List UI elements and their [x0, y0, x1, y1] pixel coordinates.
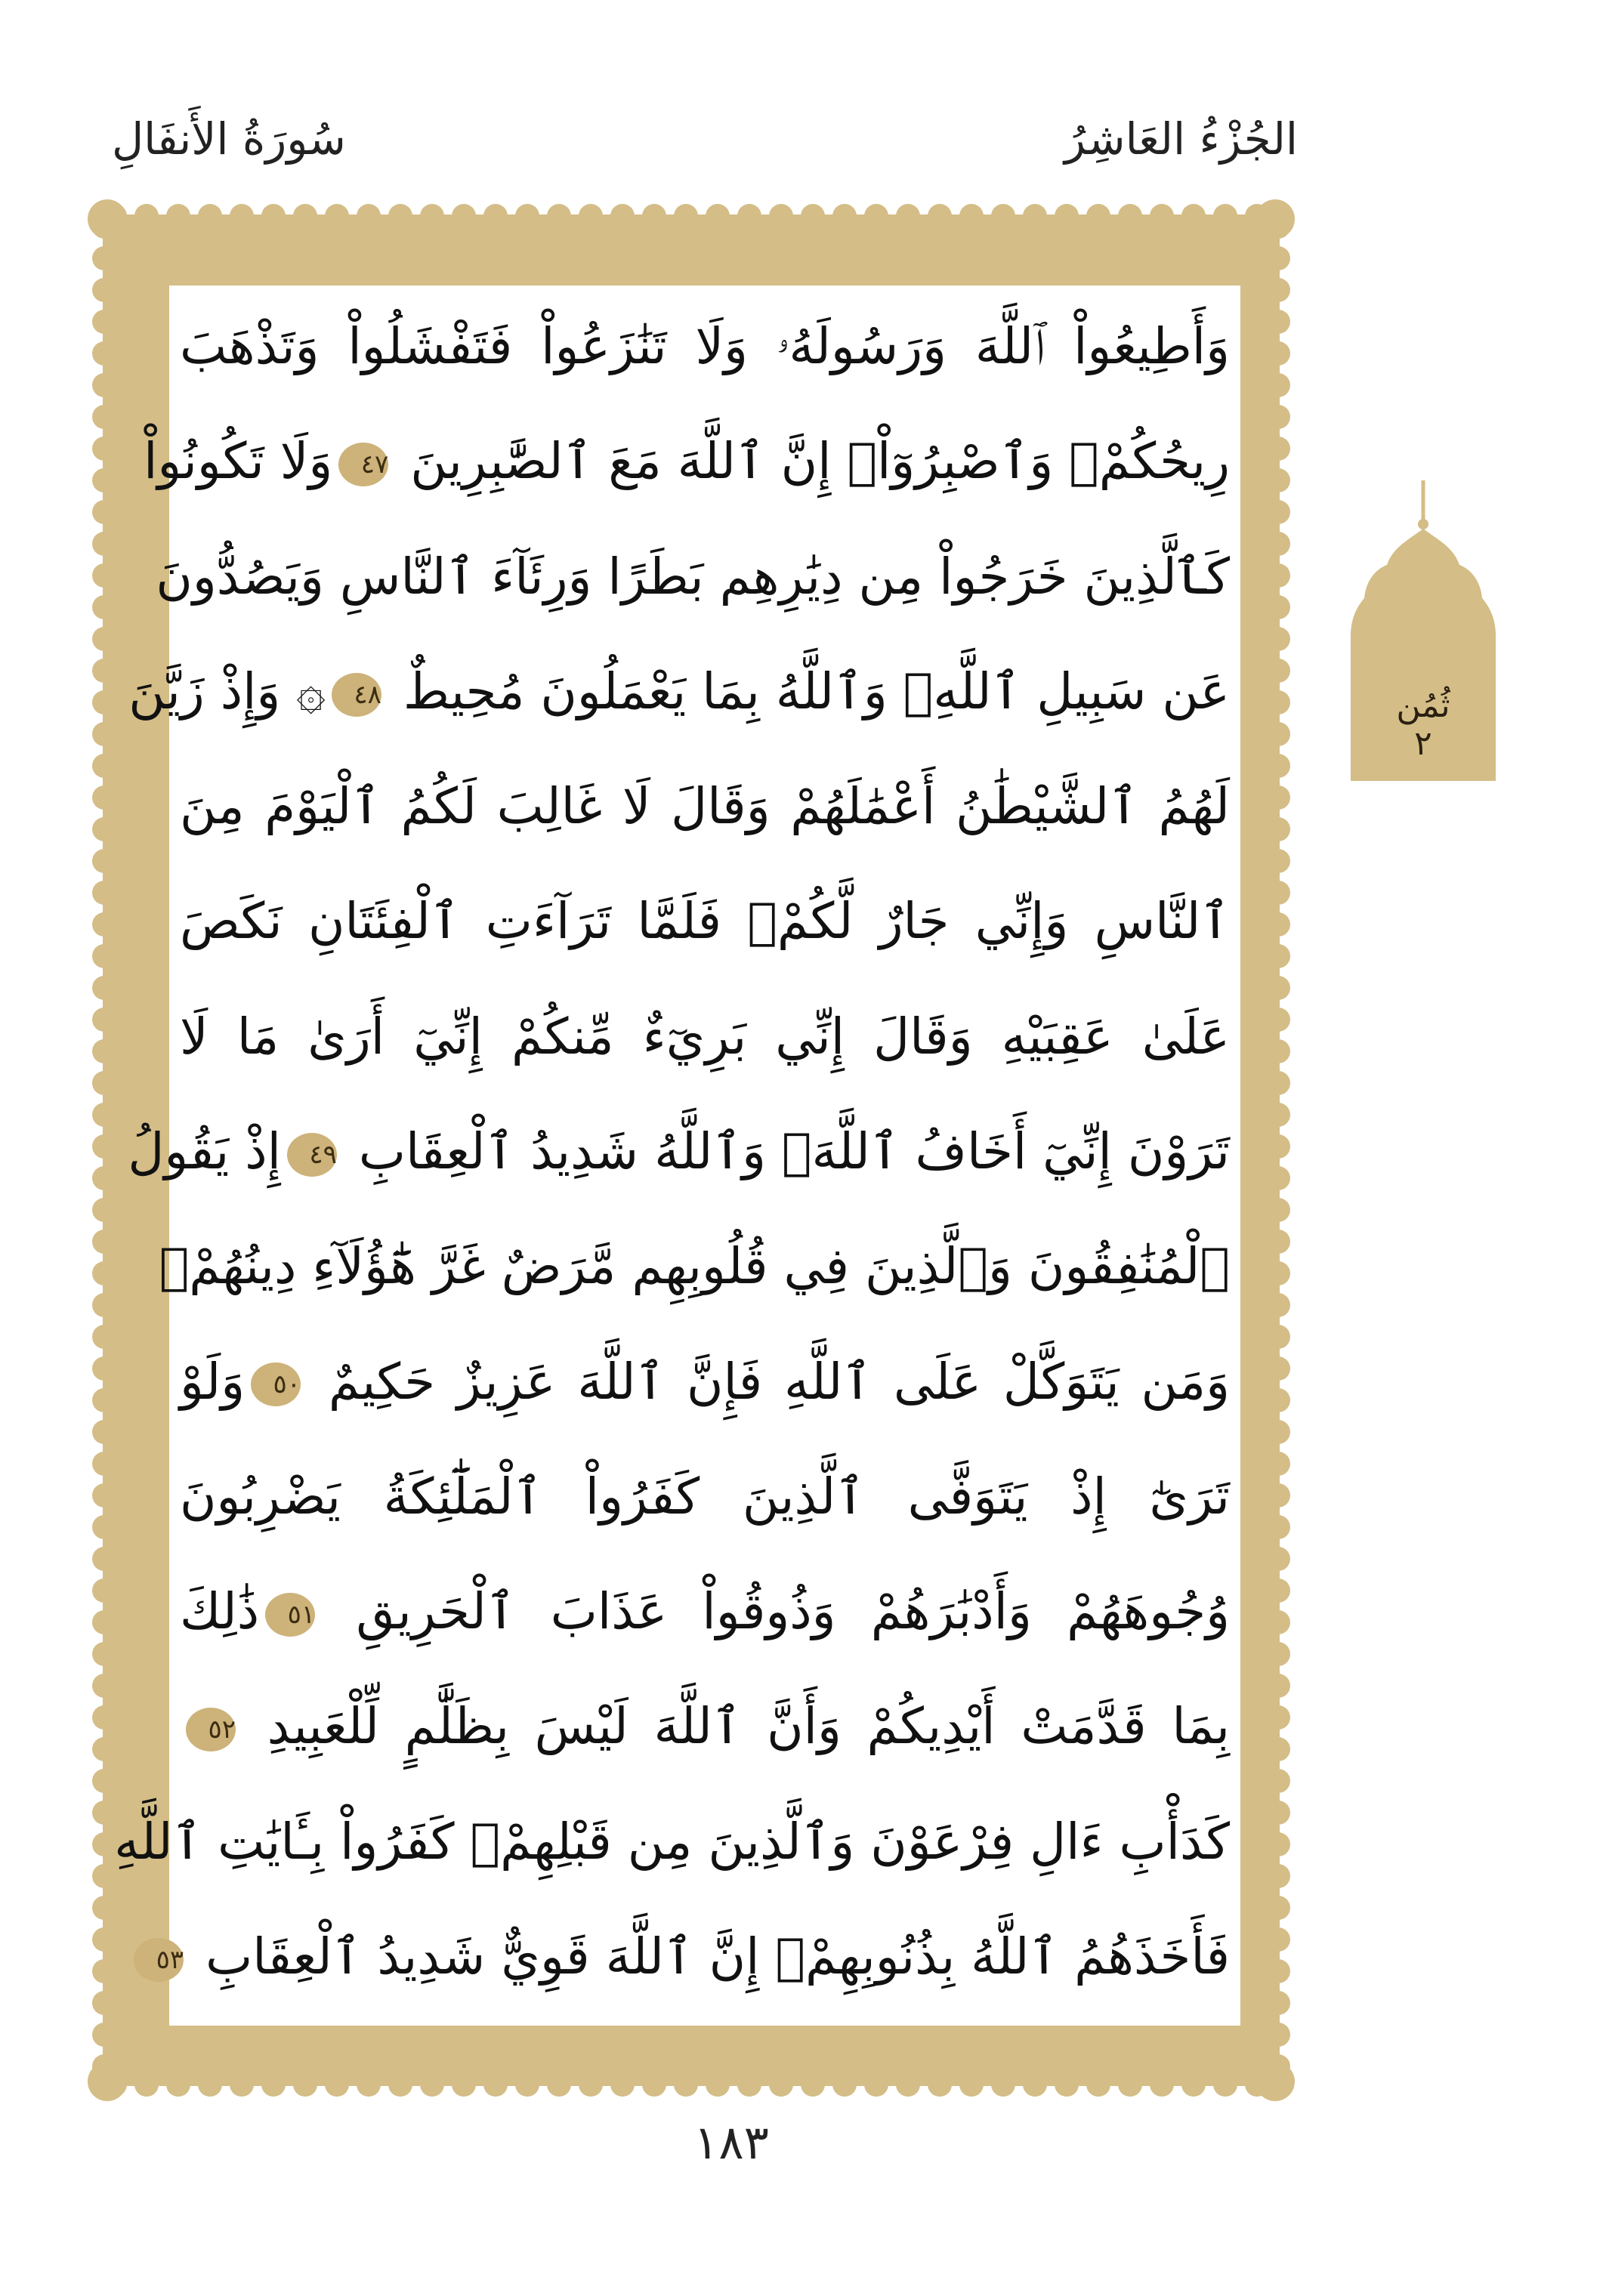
frame-scallop — [1150, 2072, 1174, 2097]
frame-scallop — [1266, 468, 1290, 492]
frame-scallop — [1266, 785, 1290, 810]
verse-text: تَرَىٰٓ إِذْ يَتَوَفَّى ٱلَّذِينَ كَفَرُواْ ٱلْمَلَٰٓئِكَةُ يَضْرِبُونَ — [180, 1467, 1230, 1526]
frame-scallop — [261, 2072, 286, 2097]
frame-scallop — [1266, 1261, 1290, 1285]
frame-corner — [1255, 199, 1295, 239]
frame-scallop — [198, 2072, 222, 2097]
verse-text: تَرَوْنَ إِنِّيٓ أَخَافُ ٱللَّهَۚ وَٱللَّهُ شَدِيدُ ٱلْعِقَابِ — [342, 1122, 1230, 1180]
frame-scallop — [92, 1927, 116, 1952]
frame-scallop — [959, 204, 984, 228]
frame-scallop — [1266, 1674, 1290, 1698]
frame-scallop — [92, 468, 116, 492]
frame-scallop — [769, 2072, 793, 2097]
verse-line — [156, 532, 1230, 622]
frame-scallop — [92, 754, 116, 778]
frame-scallop — [1266, 405, 1290, 429]
frame-scallop — [991, 2072, 1015, 2097]
frame-scallop — [1118, 2072, 1142, 2097]
frame-scallop — [483, 2072, 508, 2097]
verse-text: وُجُوهَهُمْ وَأَدْبَٰرَهُمْ وَذُوقُواْ عَذَابَ ٱلْحَرِيقِ — [321, 1582, 1230, 1641]
frame-scallop — [1266, 1832, 1290, 1856]
frame-scallop — [1266, 1769, 1290, 1793]
verse-line — [180, 302, 1230, 391]
frame-scallop — [92, 532, 116, 556]
frame-scallop — [92, 563, 116, 588]
frame-scallop — [92, 373, 116, 397]
frame-scallop — [769, 204, 793, 228]
frame-scallop — [92, 1705, 116, 1730]
frame-scallop — [92, 1198, 116, 1222]
frame-scallop — [134, 2072, 159, 2097]
frame-scallop — [92, 1071, 116, 1095]
juz-title: الجُزْءُ العَاشِرُ — [1064, 113, 1298, 165]
marker-number: ٢ — [1414, 724, 1432, 763]
frame-scallop — [1213, 204, 1237, 228]
verse-text: وَمَن يَتَوَكَّلْ عَلَى ٱللَّهِ فَإِنَّ ٱللَّهَ عَزِيزٌ حَكِيمٌ — [307, 1352, 1230, 1411]
verse-line — [156, 1912, 1230, 2001]
frame-scallop — [896, 204, 920, 228]
frame-scallop — [1266, 1008, 1290, 1032]
frame-scallop — [1266, 1801, 1290, 1825]
frame-scallop — [1266, 1039, 1290, 1063]
frame-scallop — [92, 1103, 116, 1127]
frame-scallop — [1266, 1547, 1290, 1571]
verse-text: بِمَا قَدَّمَتْ أَيْدِيكُمْ وَأَنَّ ٱللَّهَ لَيْسَ بِظَلَّٰمٍ لِّلْعَبِيدِ — [242, 1697, 1230, 1756]
frame-scallop — [134, 204, 159, 228]
frame-scallop — [92, 1864, 116, 1888]
frame-scallop — [832, 2072, 857, 2097]
verse-lines — [114, 302, 1230, 2001]
frame-scallop — [92, 437, 116, 461]
frame-scallop — [420, 204, 444, 228]
frame-corner — [88, 199, 127, 239]
surah-title: سُورَةُ الأَنفَالِ — [112, 113, 346, 165]
frame-scallop — [1266, 437, 1290, 461]
verse-text: ٱلْمُنَٰفِقُونَ وَٱلَّذِينَ فِي قُلُوبِهِم مَّرَضٌ غَرَّ هَٰٓؤُلَآءِ دِينُهُمْۗ — [159, 1237, 1230, 1296]
frame-scallop — [230, 2072, 254, 2097]
frame-scallop — [92, 310, 116, 334]
verse-text: ٱلنَّاسِ وَإِنِّي جَارٌ لَّكُمْۖ فَلَمَّا تَرَآءَتِ ٱلْفِئَتَانِ نَكَصَ — [180, 892, 1230, 951]
frame-scallop — [261, 204, 286, 228]
frame-scallop — [737, 204, 761, 228]
frame-scallop — [1266, 1230, 1290, 1254]
verse-line — [180, 992, 1230, 1082]
verse-text: لَهُمُ ٱلشَّيْطَٰنُ أَعْمَٰلَهُمْ وَقَالَ لَا غَالِبَ لَكُمُ ٱلْيَوْمَ مِنَ — [180, 777, 1230, 836]
frame-scallop — [928, 2072, 952, 2097]
frame-scallop — [92, 659, 116, 683]
frame-scallop — [92, 1293, 116, 1317]
frame-scallop — [896, 2072, 920, 2097]
frame-scallop — [166, 2072, 190, 2097]
frame-scallop — [737, 2072, 761, 2097]
frame-scallop — [92, 278, 116, 302]
frame-scallop — [1055, 204, 1079, 228]
frame-scallop — [515, 2072, 539, 2097]
frame-scallop — [1266, 1134, 1290, 1159]
frame-scallop — [1266, 722, 1290, 746]
frame-scallop — [642, 204, 666, 228]
frame-scallop — [1266, 944, 1290, 968]
frame-scallop — [1150, 204, 1174, 228]
frame-scallop — [1266, 1515, 1290, 1539]
frame-scallop — [452, 204, 476, 228]
frame-scallop — [1266, 595, 1290, 619]
frame-scallop — [92, 627, 116, 651]
frame-scallop — [1266, 1103, 1290, 1127]
verse-text: وَلَا تَكُونُواْ — [144, 432, 333, 491]
frame-scallop — [92, 849, 116, 873]
verse-line — [144, 417, 1230, 506]
ayah-number-marker: ٥٠ — [251, 1362, 301, 1406]
frame-scallop — [92, 1896, 116, 1920]
frame-scallop — [864, 204, 888, 228]
verse-text: رِيحُكُمْۖ وَٱصْبِرُوٓاْۚ إِنَّ ٱللَّهَ مَعَ ٱلصَّٰبِرِينَ — [394, 432, 1230, 491]
frame-scallop — [1266, 1642, 1290, 1666]
frame-scallop — [92, 1959, 116, 1983]
frame-scallop — [92, 341, 116, 366]
frame-scallop — [92, 1134, 116, 1159]
frame-scallop — [1266, 976, 1290, 1000]
frame-scallop — [92, 1008, 116, 1032]
frame-scallop — [1266, 881, 1290, 905]
ayah-number-marker: ٥٣ — [134, 1938, 184, 1982]
frame-corner — [88, 2062, 127, 2101]
frame-scallop — [1266, 1737, 1290, 1761]
frame-scallop — [357, 2072, 381, 2097]
frame-scallop — [579, 204, 603, 228]
frame-scallop — [1266, 1959, 1290, 1983]
frame-scallop — [1023, 2072, 1047, 2097]
frame-scallop — [452, 2072, 476, 2097]
frame-scallop — [1181, 2072, 1206, 2097]
frame-scallop — [1266, 1166, 1290, 1190]
frame-scallop — [92, 1610, 116, 1634]
verse-line — [128, 647, 1230, 736]
frame-scallop — [928, 204, 952, 228]
frame-scallop — [1266, 246, 1290, 270]
frame-scallop — [1266, 1896, 1290, 1920]
verse-text: وَلَوْ — [180, 1352, 246, 1411]
frame-scallop — [92, 881, 116, 905]
verse-line — [180, 762, 1230, 851]
frame-scallop — [92, 944, 116, 968]
frame-scallop — [1023, 204, 1047, 228]
frame-scallop — [1266, 1483, 1290, 1508]
ayah-number-marker: ٤٧ — [338, 443, 388, 486]
frame-scallop — [1181, 204, 1206, 228]
frame-scallop — [92, 1515, 116, 1539]
verse-line — [180, 1682, 1230, 1771]
verse-text: كَٱلَّذِينَ خَرَجُواْ مِن دِيَٰرِهِم بَطَرًا وَرِئَآءَ ٱلنَّاسِ وَيَصُدُّونَ — [156, 547, 1230, 606]
verse-line — [114, 1798, 1230, 1887]
frame-scallop — [357, 204, 381, 228]
marker-label — [1349, 687, 1497, 763]
frame-scallop — [547, 2072, 571, 2097]
frame-scallop — [92, 817, 116, 841]
frame-scallop — [1086, 204, 1110, 228]
frame-scallop — [92, 500, 116, 524]
frame-scallop — [92, 722, 116, 746]
verse-text: كَدَأْبِ ءَالِ فِرْعَوْنَ وَٱلَّذِينَ مِن قَبْلِهِمْۚ كَفَرُواْ بِـَٔايَٰتِ ٱللَّهِ — [114, 1812, 1230, 1871]
frame-scallop — [92, 1452, 116, 1476]
frame-scallop — [92, 2023, 116, 2047]
frame-scallop — [706, 2072, 730, 2097]
frame-scallop — [388, 2072, 412, 2097]
frame-scallop — [92, 1356, 116, 1381]
frame-scallop — [92, 595, 116, 619]
ayah-number-marker: ٥٢ — [186, 1708, 236, 1751]
frame-scallop — [420, 2072, 444, 2097]
frame-scallop — [325, 2072, 349, 2097]
frame-scallop — [1266, 532, 1290, 556]
frame-scallop — [1266, 373, 1290, 397]
verse-line — [180, 1452, 1230, 1541]
frame-scallop — [92, 1483, 116, 1508]
frame-scallop — [991, 204, 1015, 228]
frame-scallop — [1266, 278, 1290, 302]
frame-scallop — [92, 1388, 116, 1412]
frame-scallop — [388, 204, 412, 228]
ayah-number-marker: ٥١ — [265, 1593, 315, 1637]
frame-scallop — [1266, 1325, 1290, 1349]
frame-scallop — [1266, 1452, 1290, 1476]
frame-scallop — [483, 204, 508, 228]
frame-scallop — [92, 1039, 116, 1063]
frame-scallop — [832, 204, 857, 228]
frame-scallop — [92, 1769, 116, 1793]
frame-scallop — [92, 1642, 116, 1666]
ayah-number-marker: ٤٨ — [332, 673, 381, 717]
frame-scallop — [642, 2072, 666, 2097]
frame-scallop — [92, 1261, 116, 1285]
frame-scallop — [1266, 1991, 1290, 2015]
frame-scallop — [1266, 1705, 1290, 1730]
frame-scallop — [610, 204, 635, 228]
frame-scallop — [92, 976, 116, 1000]
frame-scallop — [1266, 1610, 1290, 1634]
frame-scallop — [801, 204, 825, 228]
frame-scallop — [1266, 1293, 1290, 1317]
frame-scallop — [1266, 2023, 1290, 2047]
verse-text: وَأَطِيعُواْ ٱللَّهَ وَرَسُولَهُۥ وَلَا تَنَٰزَعُواْ فَتَفْشَلُواْ وَتَذْهَبَ — [180, 317, 1230, 375]
frame-scallop — [92, 1674, 116, 1698]
frame-scallop — [1266, 849, 1290, 873]
verse-text: إِذْ يَقُولُ — [128, 1122, 281, 1180]
frame-scallop — [1266, 1356, 1290, 1381]
frame-scallop — [1266, 754, 1290, 778]
frame-scallop — [230, 204, 254, 228]
verse-text: عَلَىٰ عَقِبَيْهِ وَقَالَ إِنِّي بَرِيٓءٌ مِّنكُمْ إِنِّيٓ أَرَىٰ مَا لَا — [180, 1007, 1230, 1066]
frame-scallop — [92, 1325, 116, 1349]
page-number: ١٨٣ — [693, 2115, 769, 2170]
marker-label-text: ثُمُن — [1396, 687, 1450, 725]
frame-scallop — [959, 2072, 984, 2097]
verse-line — [180, 877, 1230, 966]
frame-scallop — [293, 204, 317, 228]
ayah-number-marker: ٤٩ — [287, 1133, 337, 1177]
frame-scallop — [1266, 1071, 1290, 1095]
frame-scallop — [1055, 2072, 1079, 2097]
frame-scallop — [92, 1578, 116, 1603]
frame-scallop — [547, 204, 571, 228]
frame-scallop — [92, 1166, 116, 1190]
frame-scallop — [515, 204, 539, 228]
frame-scallop — [1266, 1420, 1290, 1444]
frame-scallop — [1266, 690, 1290, 714]
frame-corner — [1255, 2062, 1295, 2101]
frame-scallop — [198, 204, 222, 228]
frame-scallop — [92, 1801, 116, 1825]
frame-scallop — [674, 204, 698, 228]
frame-scallop — [674, 2072, 698, 2097]
frame-scallop — [1266, 310, 1290, 334]
frame-scallop — [1266, 1198, 1290, 1222]
frame-scallop — [1266, 1927, 1290, 1952]
frame-scallop — [1266, 500, 1290, 524]
frame-scallop — [1266, 341, 1290, 366]
frame-scallop — [706, 204, 730, 228]
frame-scallop — [92, 912, 116, 937]
verse-line — [180, 1338, 1230, 1427]
verse-text: فَأَخَذَهُمُ ٱللَّهُ بِذُنُوبِهِمْۚ إِنَّ ٱللَّهَ قَوِيٌّ شَدِيدُ ٱلْعِقَابِ — [190, 1927, 1230, 1986]
frame-scallop — [92, 1991, 116, 2015]
frame-scallop — [92, 1420, 116, 1444]
frame-scallop — [579, 2072, 603, 2097]
frame-scallop — [864, 2072, 888, 2097]
frame-scallop — [92, 785, 116, 810]
frame-scallop — [1086, 2072, 1110, 2097]
verse-line — [128, 1107, 1230, 1196]
frame-scallop — [1213, 2072, 1237, 2097]
frame-scallop — [1118, 204, 1142, 228]
verse-text: ۞ وَإِذْ زَيَّنَ — [128, 662, 326, 721]
frame-scallop — [610, 2072, 635, 2097]
frame-scallop — [92, 1737, 116, 1761]
frame-scallop — [325, 204, 349, 228]
frame-scallop — [92, 1547, 116, 1571]
frame-scallop — [1266, 1388, 1290, 1412]
verse-text: عَن سَبِيلِ ٱللَّهِۚ وَٱللَّهُ بِمَا يَعْمَلُونَ مُحِيطٌ — [387, 662, 1230, 721]
frame-scallop — [92, 1230, 116, 1254]
frame-scallop — [801, 2072, 825, 2097]
frame-scallop — [293, 2072, 317, 2097]
frame-scallop — [92, 690, 116, 714]
frame-scallop — [92, 1832, 116, 1856]
frame-scallop — [92, 405, 116, 429]
frame-scallop — [166, 204, 190, 228]
verse-line — [180, 1567, 1230, 1656]
frame-scallop — [1266, 1864, 1290, 1888]
verse-text: ذَٰلِكَ — [180, 1582, 260, 1641]
frame-scallop — [1266, 817, 1290, 841]
frame-scallop — [1266, 1578, 1290, 1603]
frame-scallop — [1266, 627, 1290, 651]
frame-scallop — [1266, 563, 1290, 588]
frame-scallop — [1266, 659, 1290, 683]
frame-scallop — [1266, 912, 1290, 937]
verse-line — [159, 1222, 1230, 1311]
frame-scallop — [92, 246, 116, 270]
